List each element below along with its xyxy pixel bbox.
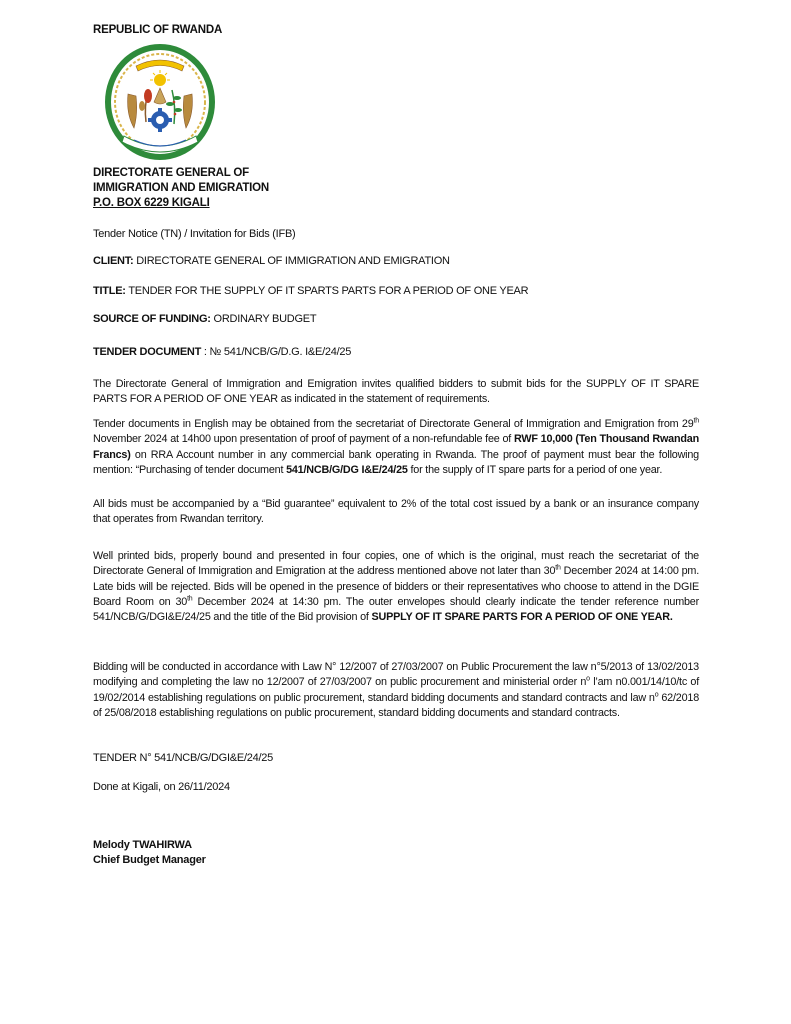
p2-text-d: for the supply of IT spare parts for a period of one year.: [407, 463, 663, 476]
paragraph-submission-text: [93, 549, 699, 625]
p5-text-c: 62/2018 of 25/08/2018 establishing regulations on public procurement, standard bidding documents and standard contracts.: [93, 691, 700, 719]
paragraph-guarantee: [93, 497, 699, 528]
po-box: P.O. BOX 6229 KIGALI: [93, 197, 210, 209]
org-name-line2: IMMIGRATION AND EMIGRATION: [93, 182, 270, 194]
paragraph-documents: [93, 417, 699, 478]
paragraph-submission: [93, 549, 699, 625]
done-at: Done at Kigali, on 26/11/2024: [93, 781, 230, 793]
paragraph-documents-text: [93, 417, 699, 478]
client-value: DIRECTORATE GENERAL OF IMMIGRATION AND EMIGRATION: [136, 255, 450, 267]
fee-amount: RWF 10,000 (Ten Thousand Rwandan Francs): [93, 433, 699, 461]
p4-text-a: Well printed bids, properly bound and presented in four copies, one of which is the original, must reach the secretariat of the Directorate General of Immigration and Emigration at the address mentioned above not later than 30: [93, 550, 699, 578]
tender-document-line: [93, 346, 351, 358]
org-name-line1: DIRECTORATE GENERAL OF: [93, 167, 249, 179]
signatory-role: Chief Budget Manager: [93, 854, 206, 866]
p4-sup1: th: [555, 564, 561, 572]
p2-sup: th: [693, 417, 699, 425]
paragraph-invitation: [93, 377, 699, 408]
tender-reference-bold: 541/NCB/G/DG I&E/24/25: [286, 463, 408, 476]
p4-text-c: December 2024 at 14:30 pm. The outer envelopes should clearly indicate the tender reference number 541/NCB/G/DGI&E/24/25 and the title of the Bid provision of: [93, 595, 699, 624]
supply-title-bold: SUPPLY OF IT SPARE PARTS FOR A PERIOD OF ONE YEAR.: [371, 611, 673, 624]
tender-number: TENDER N° 541/NCB/G/DGI&E/24/25: [93, 752, 274, 764]
p4-sup2: th: [187, 595, 193, 603]
paragraph-invitation-text: The Directorate General of Immigration and Emigration invites qualified bidders to submit bids for the SUPPLY OF IT SPARE PARTS FOR A PERIOD OF ONE YEAR as indicated in the statement of requirements.: [93, 378, 699, 406]
p4-text-b: December 2024 at 14:00 pm. Late bids will be rejected. Bids will be opened in the presence of bidders or their representatives who choose to attend in the DGIE Board Room on 30: [93, 565, 699, 608]
funding-label: SOURCE OF FUNDING:: [93, 313, 211, 325]
p5-text-a: Bidding will be conducted in accordance with Law N° 12/2007 of 27/03/2007 on Public Procurement the law n°5/2013 of 13/02/2013 modifying and completing the law no 12/2007 of 27/03/2007 on public procurement and ministerial order n: [93, 661, 699, 689]
client-label: CLIENT:: [93, 255, 134, 267]
notice-type: Tender Notice (TN) / Invitation for Bids (IFB): [93, 228, 296, 240]
p2-text-b: November 2024 at 14h00 upon presentation of proof of payment of a non-refundable fee of: [93, 433, 514, 446]
p2-text-c: on RRA Account number in any commercial bank operating in Rwanda. The proof of payment must bear the following mention: “Purchasing of tender document: [93, 448, 699, 476]
tender-document-label: TENDER DOCUMENT: [93, 346, 202, 358]
paragraph-guarantee-text: All bids must be accompanied by a “Bid guarantee” equivalent to 2% of the total cost issued by a bank or an insurance company that operates from Rwandan territory.: [93, 498, 699, 526]
p5-text-b: l’am n0.001/14/10/tc of 19/02/2014 establishing regulations on public procurement, standard bidding documents and standard contracts and law n: [93, 676, 699, 704]
country-heading: REPUBLIC OF RWANDA: [93, 24, 223, 36]
seal-emblem-icon: [104, 44, 216, 164]
client-line: [93, 255, 450, 267]
p5-sup1: o: [586, 675, 590, 683]
paragraph-law-text: [93, 660, 699, 721]
funding-line: [93, 313, 316, 325]
p5-sup2: o: [654, 691, 659, 698]
paragraph-law: [93, 660, 699, 721]
title-value: TENDER FOR THE SUPPLY OF IT SPARTS PARTS FOR A PERIOD OF ONE YEAR: [128, 285, 529, 297]
tender-document-value: : № 541/NCB/G/D.G. I&E/24/25: [203, 346, 352, 358]
funding-value: ORDINARY BUDGET: [213, 313, 317, 325]
signatory-name: Melody TWAHIRWA: [93, 839, 192, 851]
title-label: TITLE:: [93, 285, 126, 297]
title-line: [93, 285, 528, 297]
p2-text-a: Tender documents in English may be obtained from the secretariat of Directorate General of Immigration and Emigration from 29: [93, 418, 694, 430]
national-seal: [104, 44, 216, 164]
